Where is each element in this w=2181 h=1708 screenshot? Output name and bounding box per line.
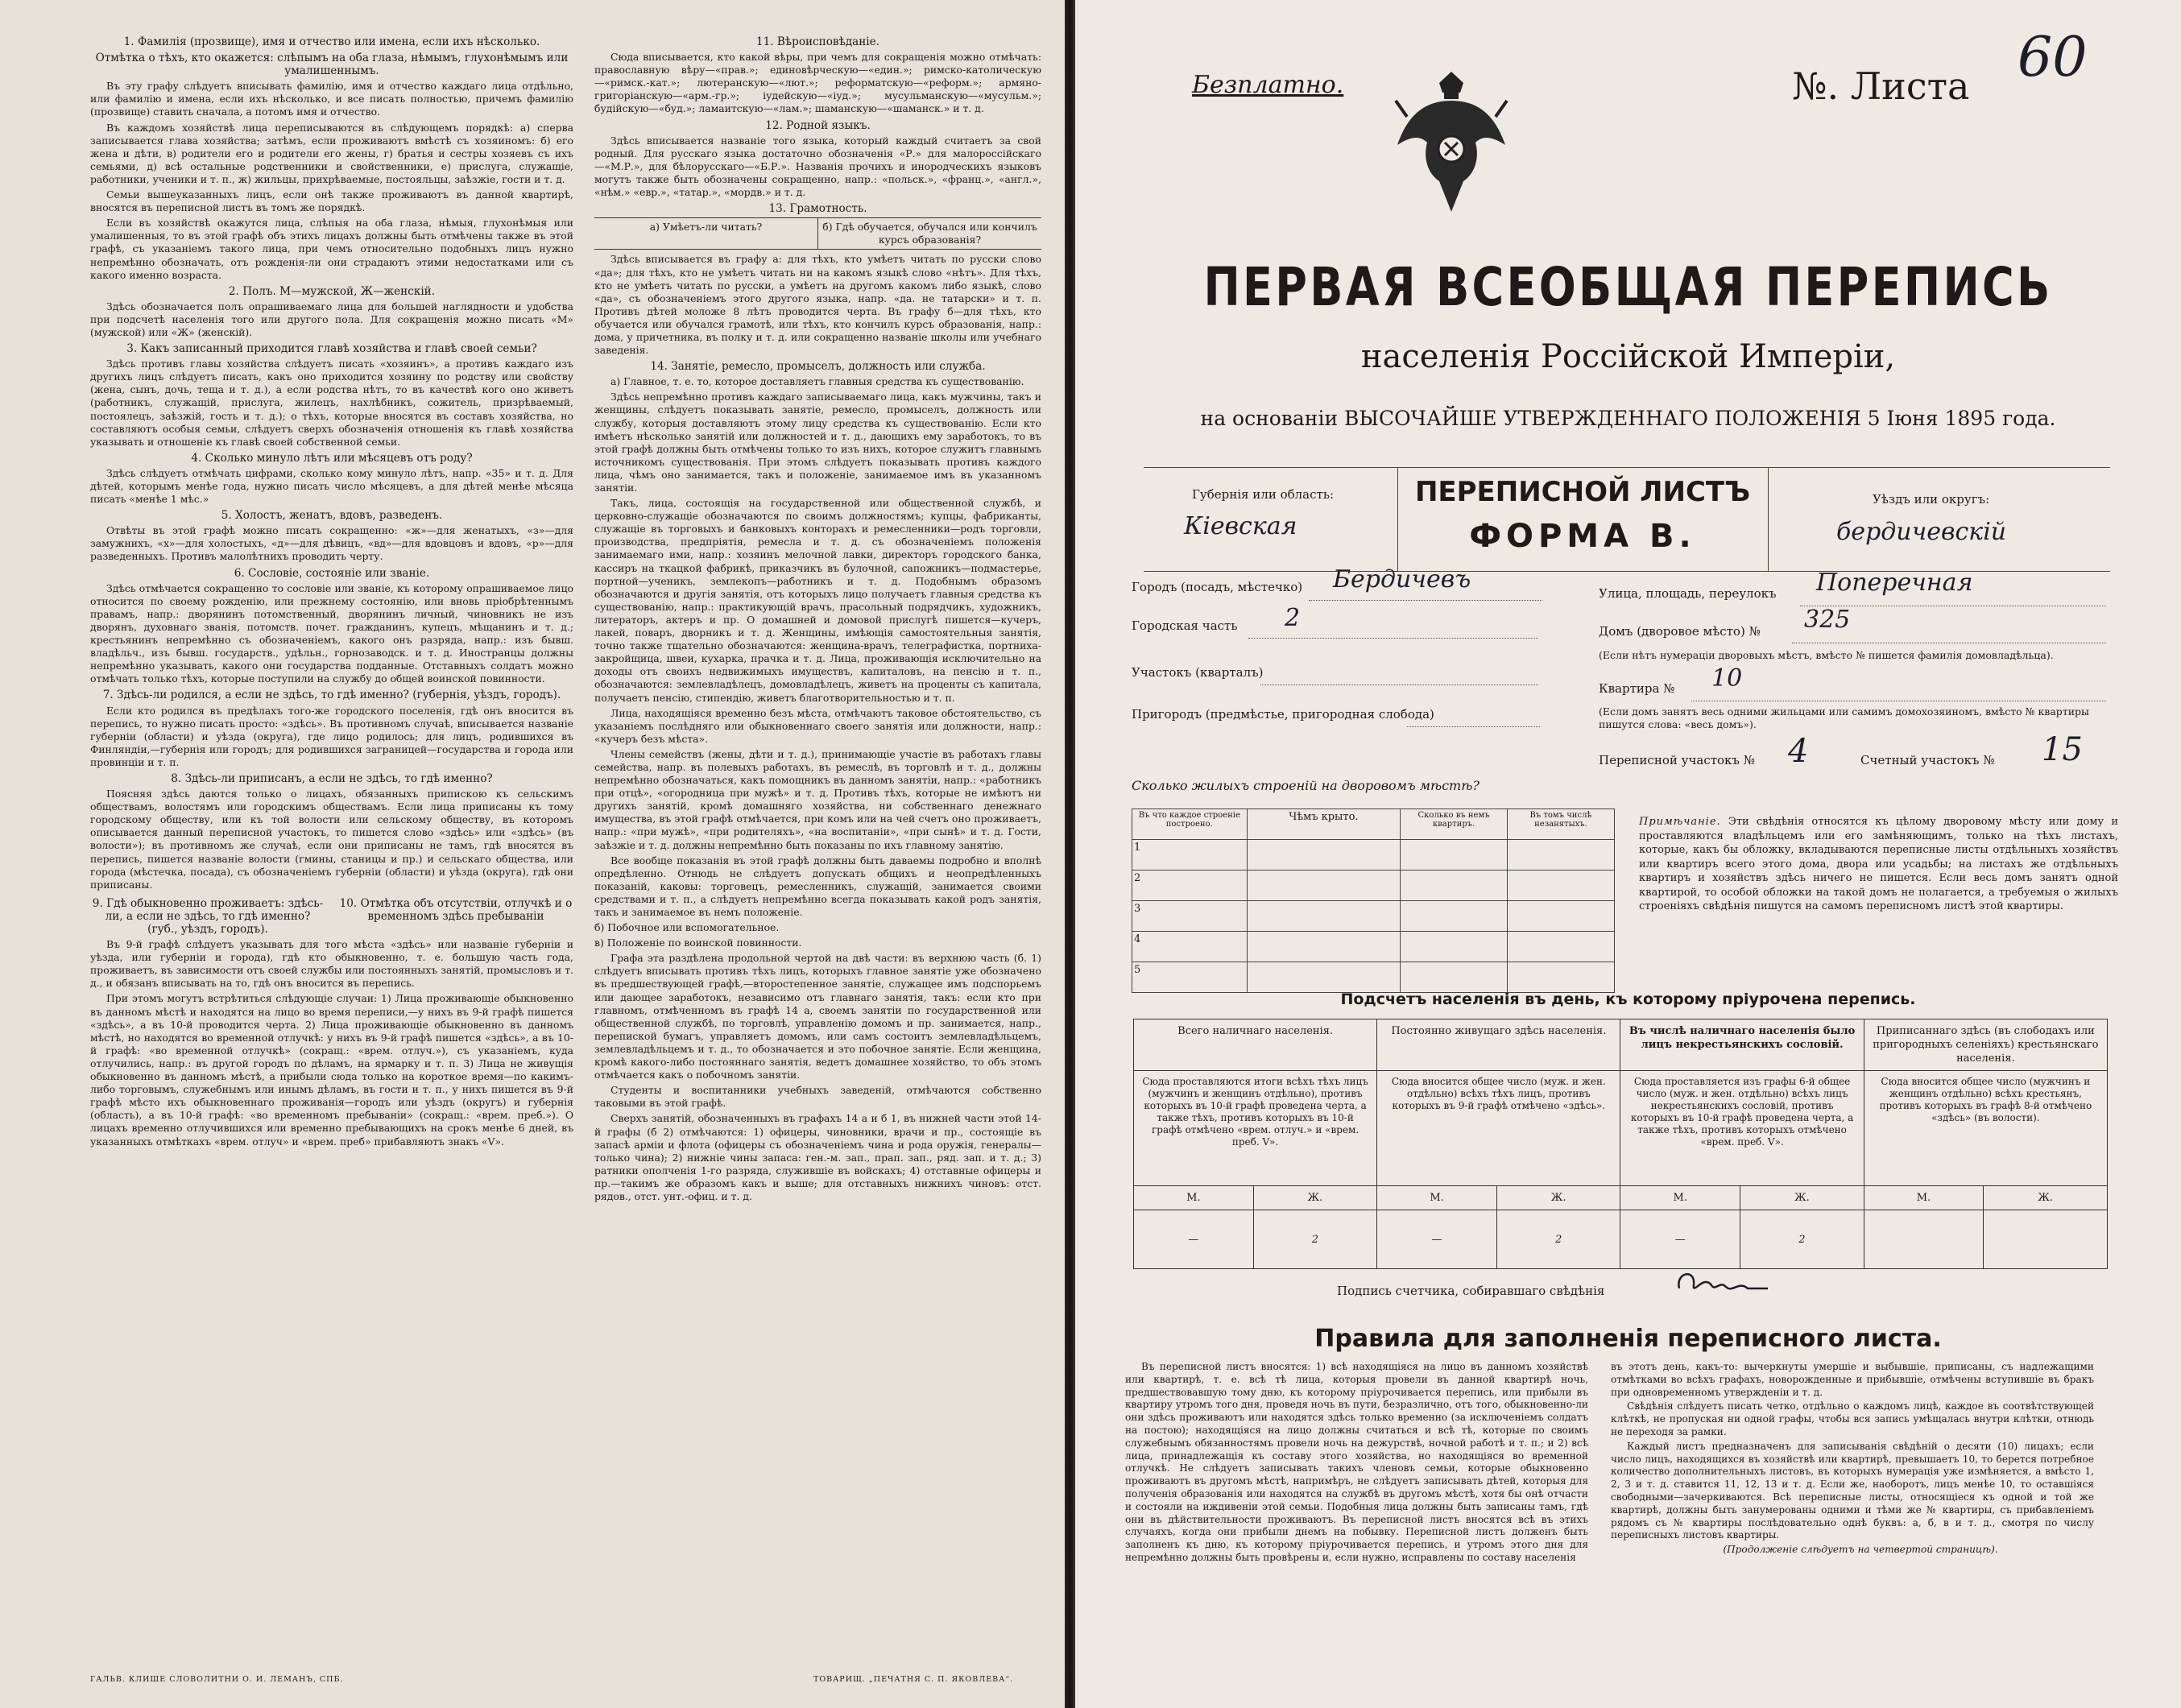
uezd-label: Уѣздъ или округъ: (1873, 492, 1990, 507)
kvartira-note: (Если домъ занятъ весь одними жильцами или самимъ домохозяиномъ, вмѣсто № квартиры пишутся слова: «весь домъ»). (1599, 705, 2089, 730)
prigorod-label: Пригородъ (предмѣстье, пригородная слобода) (1132, 707, 1434, 722)
male-label: М. (1864, 1186, 1984, 1210)
uchastok-label: Участокъ (кварталъ) (1132, 665, 1264, 680)
female-label: Ж. (1253, 1186, 1377, 1210)
buildings-cell (1507, 932, 1614, 962)
count-description: Сюда вносится общее число (мужчинъ и женщинъ отдѣльно) всѣхъ крестьянъ, противъ которыхъ въ графѣ 8-й отмѣчено «здѣсь» (въ волости). (1864, 1071, 2107, 1186)
section-13-text: Здѣсь вписывается въ графу а: для тѣхъ, кто умѣетъ читать по русски слово «да»; для тѣхъ, кто не умѣетъ читать ни на какомъ языкѣ слово «нѣтъ». Для тѣхъ, кто не умѣетъ читать по русски, а умѣетъ на другомъ какомъ либо языкѣ, слово «да», съ обозначенiемъ этого другого языка, напр. «да. не татарски» и т. п. Противъ дѣтей моложе 8 лѣтъ проводится черта. Въ графу б—для тѣхъ, кто обучается или обучался грамотѣ, или тѣхъ, кто кончилъ курсъ образованiя, напр.: дома, у причетника, въ полку и т. д. или сокращенно названiе школы или учебнаго заведенiя. (594, 253, 1041, 357)
count-header-row (1134, 1019, 2108, 1071)
buildings-row (1132, 962, 1615, 993)
section-6-title: 6. Сословiе, состоянiе или званiе. (234, 566, 430, 580)
buildings-cell (1507, 871, 1614, 901)
gorod-line (1309, 600, 1542, 601)
section-1-text: Въ каждомъ хозяйствѣ лица переписываются въ слѣдующемъ порядкѣ: а) сперва записывается глава хозяйства; затѣмъ, если проживаютъ вмѣстѣ съ хозяиномъ: б) его жена и дѣти, в) родители его и родители его жены, г) братья и сестры хозяевъ съ ихъ семьями, д) всѣ остальные родственники и свойственники, е) прислуга, служащiе, работники, ученики и т. п., ж) жильцы, прихрѣваемые, постояльцы, заѣзжiе, гости и т. д. (90, 121, 573, 185)
count-value: — (1620, 1210, 1740, 1269)
double-headed-eagle-emblem (1391, 68, 1512, 217)
section-14-title: 14. Занятiе, ремесло, промыселъ, должность или служба. (650, 360, 986, 374)
section-9-text: При этомъ могутъ встрѣтиться слѣдующiе случаи: 1) Лица проживающiе обыкновенно въ данномъ мѣстѣ и находятся на лицо во время переписи,—у нихъ въ 9-й графѣ пишется «здѣсь», а въ 10-й проводится черта. 2) Лица проживающiе обыкновенно въ данномъ мѣстѣ, но находятся во временной отлучкѣ: у нихъ въ 9-й графѣ пишется «здѣсь», а въ 10-й графѣ: «во временной отлучкѣ» (сокращ.: «врем. отлуч.»), съ указанiемъ, куда отлучились, напр.: въ другой городъ по дѣламъ, на ярмарку и т. п. 3) Лица не живущiя обыкновенно въ данномъ мѣстѣ, а прибыли сюда только на короткое время—по какимъ-либо торговымъ, служебнымъ или инымъ дѣламъ, въ гости и т. п., у нихъ пишется въ 9-й графѣ мѣсто ихъ обыкновеннаго проживанiя—городъ или уѣздъ (округъ) и губернiя (область), а въ 10-й графѣ: «во временномъ пребыванiи» (сокращ.: «врем. преб.»). О лицахъ временно отлучившихся или временно пребывающихъ на срокъ менѣе 6 дней, въ указанныхъ отмѣткахъ «врем. отлуч» и «врем. преб» прибавляютъ знакъ «V». (90, 992, 573, 1148)
count-value: 2 (1253, 1210, 1377, 1269)
sections-9-10-header (90, 894, 573, 938)
count-value: — (1377, 1210, 1497, 1269)
section-4-text: Здѣсь слѣдуетъ отмѣчать цифрами, сколько кому минуло лѣтъ, напр. «35» и т. д. Для дѣтей, которымъ менѣе года, нужно писать число мѣсяцевъ, а для дѣтей менѣе мѣсяца писать «менѣе 1 мѣс.» (90, 466, 573, 506)
sheet-number-label: №. Листа (1792, 64, 1970, 108)
instructions-column-2 (594, 32, 1041, 1206)
gorod-value: Бердичевъ (1333, 565, 1471, 593)
rules-title: Правила для заполненiя переписного листа. (1314, 1325, 1942, 1353)
section-14-a: а) Главное, т. е. то, которое доставляетъ главныя средства къ существованiю. (610, 375, 1024, 388)
buildings-cell (1247, 932, 1401, 962)
street-value: Поперечная (1816, 569, 1973, 597)
count-header: Постоянно живущаго здѣсь населенiя. (1377, 1019, 1620, 1071)
form-title: ПЕРЕПИСНОЙ ЛИСТЪ (1414, 476, 1751, 508)
gorod-label: Городъ (посадъ, мѣстечко) (1132, 580, 1303, 594)
male-label: М. (1134, 1186, 1254, 1210)
section-12-title: 12. Родной языкъ. (765, 118, 871, 132)
uchastok-line (1260, 684, 1538, 685)
count-value: 2 (1740, 1210, 1864, 1269)
section-14-text: Лица, находящiяся временно безъ мѣста, отмѣчаютъ таковое обстоятельство, съ указанiемъ послѣдняго или обыкновеннаго своего занятiя или должности, напр.: «кучеръ безъ мѣста». (594, 706, 1041, 745)
chast-label: Городская часть (1132, 618, 1238, 633)
section-7-title: 7. Здѣсь-ли родился, а если не здѣсь, то гдѣ именно? (губернiя, уѣздъ, городъ). (102, 689, 561, 702)
section-9-text: Въ 9-й графѣ слѣдуетъ указывать для того мѣста «здѣсь» или названiе губернiи и уѣзда, или губернiи и города), гдѣ кто обыкновенно, т. е. большую часть года, проживаетъ, въ зависимости отъ своей службы или постоянныхъ занятiй, промысловъ и т. д., и обязанъ вписывать на то, гдѣ онъ вносится въ перепись. (90, 938, 573, 990)
counter-signature (1671, 1264, 1776, 1305)
count-description: Сюда проставляются итоги всѣхъ тѣхъ лицъ (мужчинъ и женщинъ отдѣльно), противъ которыхъ въ 10-й графѣ проведена черта, а также тѣхъ, противъ которыхъ въ 10-й графѣ отмѣчено «врем. отлуч.» и «врем. преб. V». (1134, 1071, 1377, 1186)
section-3-text: Здѣсь противъ главы хозяйства слѣдуетъ писать «хозяинъ», а противъ каждаго изъ другихъ лицъ слѣдуетъ писать, какъ оно приходится хозяину по родству или свойству (жена, сынъ, дочь, теща и т. д.), а если родства нѣтъ, то въ качествѣ кого оно живетъ (работникъ, служащiй, прислуга, жилецъ, нахлѣбникъ, сожитель, призрѣваемый, постоялецъ, заѣзжiй, гость и т. д.); о тѣхъ, которые вносятся въ составъ хозяйства, но составляютъ особыя семьи, слѣдуетъ сверхъ обозначенiя отношенiя къ главѣ хозяйства указывать и отношенiе къ главѣ своей собственной семьи. (90, 358, 573, 448)
section-12-text: Здѣсь вписывается названiе того языка, который каждый считаетъ за свой родный. Для русскаго языка достаточно обозначенiя «Р.» для малороссiйскаго—«М.Р.», для бѣлорусскаго—«Б.Р.». Названiя прочихъ и инородческихъ языковъ могутъ также быть обозначены сокращенно, напр.: «польск.», «франц.», «англ.», «нѣм.» «евр.», «татар.», «мордв.» и т. д. (594, 134, 1041, 199)
section-1-subtitle: Отмѣтка о тѣхъ, кто окажется: слѣпымъ на оба глаза, нѣмымъ, глухонѣмымъ или умалишеннымъ. (95, 52, 569, 78)
note-title: Примѣчанiе. (1639, 816, 1721, 828)
schet-uchastok-label: Счетный участокъ № (1860, 753, 1995, 767)
buildings-cell (1247, 840, 1401, 871)
buildings-question: Сколько жилыхъ строенiй на дворовомъ мѣстѣ? (1132, 778, 1480, 793)
rules-text: Свѣдѣнiя слѣдуетъ писать четко, отдѣльно о каждомъ лицѣ, каждое въ соотвѣтствующей клѣткѣ, не пропуская ни одной графы, чтобы вся запись умѣщалась внутри клѣтки, отнюдь не переходя за рамки. (1611, 1400, 2094, 1437)
street-label: Улица, площадь, переулокъ (1599, 586, 1777, 601)
section-14-text: Графа эта раздѣлена продольной чертой на двѣ части: въ верхнюю часть (б. 1) слѣдуетъ вписывать противъ тѣхъ лицъ, которыхъ главное занятiе уже обозначено въ предшествующей графѣ,—второстепенное занятiе, служащее имъ подспорьемъ или дающее заработокъ, независимо отъ главнаго занятiя, такъ: если кто при главномъ, отмѣченномъ въ графѣ 14 а, своемъ занятiи по государственной или общественной службѣ, по торговлѣ, управленiю домомъ и пр. занимается, напр., перепиской бумагъ, управляетъ домомъ, или самъ состоитъ землевладѣльцемъ, землевладѣльцемъ и т. д., то обозначается и это побочное занятiе. Если женщина, кромѣ какого-либо постояннаго занятiя, ведетъ домашнее хозяйство, то объ этомъ отмѣчается какъ о побочномъ занятiи. (594, 952, 1041, 1081)
buildings-cell (1401, 932, 1508, 962)
male-label: М. (1620, 1186, 1740, 1210)
rules-column-right (1611, 1361, 2094, 1558)
free-label: Безплатно. (1192, 71, 1344, 99)
buildings-cell (1401, 840, 1508, 871)
buildings-cell (1247, 901, 1401, 932)
buildings-cell (1401, 871, 1508, 901)
rules-text: Каждый листъ предназначенъ для записыванiя свѣдѣнiй о десяти (10) лицахъ; если число лицъ, находящихся въ хозяйствѣ или квартирѣ, превышаетъ 10, то берется потребное количество дополнительныхъ листовъ, въ которыхъ нумерацiя уже измѣняется, а вмѣсто 1, 2, 3 и т. д. ставится 11, 12, 13 и т. д. Если же, наоборотъ, лицъ менѣе 10, то оставшiяся свободными—зачеркиваются. Всѣ переписные листы, относящiеся къ одной и той же квартирѣ, должны быть занумерованы одними и тѣми же № квартиры, съ прибавленiемъ рядомъ съ № квартиры послѣдовательно однѣ буквъ: а, б, в и т. д., смотря по числу переписныхъ листовъ квартиры. (1611, 1440, 2094, 1541)
sheet-number-handwritten: 60 (2018, 26, 2088, 89)
guberniya-value: Кiевская (1184, 512, 1297, 540)
section-11-title: 11. Вѣроисповѣданiе. (755, 35, 880, 48)
census-subtitle: населенiя Россiйской Имперiи, (1360, 338, 1896, 375)
population-count-title: Подсчетъ населенiя въ день, къ которому прiурочена перепись. (1340, 990, 1916, 1008)
section-4-title: 4. Сколько минуло лѣтъ или мѣсяцевъ отъ роду? (191, 451, 473, 465)
buildings-row-number: 5 (1132, 962, 1248, 993)
count-mf-row (1134, 1186, 2108, 1210)
chast-line (1248, 638, 1538, 639)
buildings-table (1132, 809, 1615, 993)
section-1-text: Въ эту графу слѣдуетъ вписывать фамилiю, имя и отчество каждаго лица отдѣльно, или фамилiю и имена, если ихъ нѣсколько, и все писать полностью, причемъ фамилiю (прозвище) ставить сначала, а потомъ имя и отчество. (90, 80, 573, 118)
male-label: М. (1377, 1186, 1497, 1210)
section-14-text: Здѣсь непремѣнно противъ каждаго записываемаго лица, какъ мужчины, такъ и женщины, слѣдуетъ показывать занятiе, ремесло, промыселъ, должность или службу, которыя доставляютъ этому лицу средства къ существованiю. Если кто имѣетъ нѣсколько занятiй или должностей и т. д., дающихъ ему заработокъ, то въ этой графѣ должны быть отмѣчены только то изъ нихъ, которое служитъ главнымъ источникомъ существованiя. При этомъ слѣдуетъ показывать противъ каждого лица, чѣмъ оно занимается, такъ и положенiе, занимаемое имъ въ указанномъ занятiи. (594, 391, 1041, 494)
female-label: Ж. (1984, 1186, 2108, 1210)
dom-label: Домъ (дворовое мѣсто) № (1599, 624, 1761, 639)
section-5-text: Отвѣты въ этой графѣ можно писать сокращенно: «ж»—для женатыхъ, «з»—для замужнихъ, «х»—для холостыхъ, «д»—для дѣвицъ, «вд»—для вдовцовъ и вдовъ, «р»—для разведенныхъ. Противъ малолѣтнихъ проводить черту. (90, 524, 573, 563)
header-divider (1397, 468, 1399, 571)
schet-uchastok-value: 15 (2042, 731, 2083, 768)
section-14-text: Студенты и воспитанники учебныхъ заведенiй, отмѣчаются собственно таковыми въ этой графѣ. (594, 1084, 1041, 1110)
census-title: ПЕРВАЯ ВСЕОБЩАЯ ПЕРЕПИСЬ (1203, 256, 2053, 318)
rules-text: въ этотъ день, какъ-то: вычеркнуты умершiе и выбывшiе, приписаны, съ надлежащими отмѣтками во всѣхъ графахъ, новорожденные и прибывшiе, отмѣчены вступившiе въ бракъ при одновременномъ утвержденiи и т. д. (1611, 1361, 2094, 1398)
buildings-row (1132, 840, 1615, 871)
form-header-box (1144, 467, 2110, 572)
kvartira-value: 10 (1711, 664, 1743, 693)
section-11-text: Сюда вписывается, кто какой вѣры, при чемъ для сокращенiя можно отмѣчать: православную вѣру—«прав.»; единовѣрческую—«един.»; римско-католическую—«римск.-кат.»; лютеранскую—«лют.»; реформатскую—«реформ.»; армяно-григорiанскую—«арм.-гр.»; iудейскую—«iуд.»; мусульманскую—«мусульм.»; будiйскую—«буд.»; ламаитскую—«лам.»; шаманскую—«шаманск.» и т. д. (594, 51, 1041, 115)
section-14-text: Такъ, лица, состоящiя на государственной или общественной службѣ, и церковно-служащiе обозначаются по своимъ должностямъ; купцы, фабриканты, служащiе въ торговыхъ и банковыхъ конторахъ и ремесленники—родъ торговли, производства, предпрiятiя, ремесла и т. д. съ обозначенiемъ положенiя занимаемаго ими, напр.: хозяинъ мелочной лавки, директоръ городского банка, кассиръ на ткацкой фабрикѣ, приказчикъ въ булочной, сапожникъ—подмастерье, портной—ученикъ, землекопъ—работникъ и т. д. Подобнымъ образомъ обозначаются и другiя занятiя, отъ которыхъ лицо получаетъ главныя средства къ существованiю, напр.: практикующiй врачъ, прасольный подрядчикъ, художникъ, литераторъ, актеръ и пр. О домашней и домовой прислугѣ пишется—кучеръ, лакей, поваръ, дворникъ и т. д. Женщины, имѣющiя самостоятельныя занятiя, точно также тщательно обозначаются: женщина-врачъ, телеграфистка, портниха-закройщица, швеи, кухарка, прачка и т. д. Лица, проживающiя исключительно на доходы отъ своихъ недвижимыхъ имуществъ, капиталовъ, на пенсiю и т. п., обозначаются: землевладѣлецъ, домовладѣлецъ, живетъ на проценты съ капитала, получаетъ пенсiю, стипендiю, живетъ благотворительностью и т. п. (594, 497, 1041, 704)
section-7-text: Если кто родился въ предѣлахъ того-же городского поселенiя, гдѣ онъ вносится въ перепись, то нужно писать просто: «здѣсь». Въ противномъ случаѣ, вписывается названiе губернiи (области) и уѣзда (округа), где лицо родилось; для лицъ, родившихся въ Финляндiи,—губернiя или городъ; для родившихся заграницей—государства и города или провинцiи и т. п. (90, 704, 573, 768)
buildings-col-header: Въ что каждое строенiе построено. (1132, 809, 1248, 840)
instructions-column-1 (90, 32, 573, 1151)
section-1-text: Семьи вышеуказанныхъ лицъ, если онѣ также проживаютъ въ данной квартирѣ, вносятся въ переписной листъ въ томъ же порядкѣ. (90, 188, 573, 214)
section-5-title: 5. Холостъ, женатъ, вдовъ, разведенъ. (221, 509, 443, 523)
buildings-row (1132, 901, 1615, 932)
buildings-cell (1507, 962, 1614, 993)
count-value (1864, 1210, 1984, 1269)
buildings-header-row (1132, 809, 1615, 840)
buildings-cell (1401, 901, 1508, 932)
right-page-census-form (1075, 0, 2181, 1708)
literacy-b-label: б) Гдѣ обучается, обучался или кончилъ курсъ образованiя? (822, 221, 1037, 246)
population-count-table (1133, 1019, 2108, 1269)
section-2-text: Здѣсь обозначается полъ опрашиваемаго лица для большей наглядности и удобства при подсчетѣ населенiя того или другого пола. Для сокращенiя можно писать «М» (мужской) или «Ж» (женскiй). (90, 300, 573, 338)
buildings-cell (1507, 901, 1614, 932)
buildings-row (1132, 932, 1615, 962)
buildings-row-number: 1 (1132, 840, 1248, 871)
section-3-title: 3. Какъ записанный приходится главѣ хозяйства и главѣ своей семьи? (126, 342, 537, 356)
printer-imprint-left: ГАЛЬВ. КЛИШЕ СЛОВОЛИТНИ О. И. ЛЕМАНЪ, СПБ. (90, 1675, 344, 1684)
section-14-b: б) Побочное или вспомогательное. (594, 921, 780, 934)
section-9-title: 9. Гдѣ обыкновенно проживаетъ: здѣсь-ли, а если не здѣсь, то гдѣ именно? (губ., уѣздъ, городъ). (92, 896, 324, 936)
count-value: 2 (1496, 1210, 1620, 1269)
rules-column-left (1125, 1361, 1588, 1566)
section-8-title: 8. Здѣсь-ли приписанъ, а если не здѣсь, то гдѣ именно? (171, 771, 493, 785)
buildings-row-number: 4 (1132, 932, 1248, 962)
section-6-text: Здѣсь отмѣчается сокращенно то сословiе или званiе, къ которому опрашиваемое лицо относится по своему рожденiю, или прежнему состоянiю, или вновь прiобрѣтеннымъ правамъ, напр.: дворянинъ потомственный, дворянинъ личный, чиновникъ не изъ дворянъ, духовнаго званiя, потомств. почет. гражданинъ, купецъ, мѣщанинъ и т. д.; крестьянинъ непремѣнно съ обозначенiемъ, какого онъ разряда, напр.: изъ бывш. владѣльч., изъ бывш. государств., удѣльн., горнозаводск. и т. д. Иностранцы должны непремѣнно указывать, какого они государства подданные. Отставныхъ солдатъ можно отмѣчать только тѣхъ, которые поступили на службу до общей воинской повинности. (90, 581, 573, 685)
guberniya-label: Губернiя или область: (1192, 487, 1335, 502)
section-13-title: 13. Грамотность. (768, 202, 867, 216)
count-description: Сюда проставляется изъ графы 6-й общее число (муж. и жен. отдѣльно) всѣхъ лицъ некрестьянскихъ сословiй, противъ которыхъ въ 10-й графѣ проведена черта, а также тѣхъ, противъ которыхъ отмѣчено «врем. преб. V». (1620, 1071, 1864, 1186)
kvartira-label: Квартира № (1599, 681, 1675, 696)
section-14-c: в) Положенiе по воинской повинности. (594, 937, 802, 949)
rules-continuation: (Продолженiе слѣдуетъ на четвертой страницѣ). (1723, 1544, 1998, 1556)
book-gutter (1065, 0, 1075, 1708)
dom-note: (Если нѣтъ нумерацiи дворовыхъ мѣстъ, вмѣсто № пишется фамилiя домовладѣльца). (1599, 649, 2054, 661)
female-label: Ж. (1496, 1186, 1620, 1210)
female-label: Ж. (1740, 1186, 1864, 1210)
literacy-subheader (594, 217, 1041, 250)
count-header: Приписаннаго здѣсь (въ слободахъ или пригородныхъ селенiяхъ) крестьянскаго населенiя. (1864, 1019, 2107, 1071)
perep-uchastok-value: 4 (1788, 733, 1809, 770)
section-2-title: 2. Полъ. М—мужской, Ж—женскiй. (228, 284, 436, 298)
buildings-cell (1247, 871, 1401, 901)
section-1-text: Если въ хозяйствѣ окажутся лица, слѣпыя на оба глаза, нѣмыя, глухонѣмыя или умалишенныя, то въ этой графѣ объ этихъ лицахъ должны быть отмѣчены также въ этой графѣ, съ указанiемъ такого лица, при чемъ относительно подобныхъ лицъ нужно непремѣнно обозначать, отъ рожденiя-ли они страдаютъ этими недостатками или съ какого именно возраста. (90, 217, 573, 281)
section-1-title: 1. Фамилiя (прозвище), имя и отчество или имена, если ихъ нѣсколько. (123, 35, 540, 48)
buildings-note (1639, 815, 2118, 914)
header-divider (1768, 468, 1769, 571)
uezd-value: бердичевскiй (1836, 518, 2007, 546)
buildings-cell (1507, 840, 1614, 871)
prigorod-line (1407, 726, 1540, 727)
buildings-row-number: 3 (1132, 901, 1248, 932)
count-description-row (1134, 1071, 2108, 1186)
buildings-row (1132, 871, 1615, 901)
buildings-cell (1401, 962, 1508, 993)
rules-text: Въ переписной листъ вносятся: 1) всѣ находящiяся на лицо въ данномъ хозяйствѣ или квартирѣ, т. е. всѣ тѣ лица, которыя провели въ данной квартирѣ ночь, предшествовавшую тому дню, къ которому прiурочивается перепись, или прибыли въ квартиру утромъ того дня, проведя ночь въ пути, безразлично, отъ того, обыкновенно-ли они здѣсь проживаютъ или находятся здѣсь только временно (за исключенiемъ солдатъ на постою); находящiяся на лицо должны считаться и всѣ тѣ, которые по своимъ служебнымъ обязанностямъ провели ночь на дежурствѣ, ночной работѣ и т. п.; и 2) всѣ лица, принадлежащiя къ составу этого хозяйства, но находящiяся во временной отлучкѣ. Не слѣдуетъ записывать такихъ членовъ семьи, которые обыкновенно проживаютъ въ другомъ мѣстѣ, напримѣръ, не слѣдуетъ записывать дѣтей, которыя для полученiя образованiя или находятся на службѣ въ другомъ мѣстѣ, хотя бы онѣ отчасти и состояли на иждивенiи этой семьи. Подобныя лица должны быть записаны тамъ, гдѣ они въ дѣйствительности проживаютъ. Въ переписной листъ вносятся всѣ въ этихъ случаяхъ, когда они прибыли днемъ на побывку. Переписной листъ долженъ быть заполненъ къ дню, къ которому прiурочивается перепись, и утромъ этого дня для непремѣнно должны быть провѣрены и, если нужно, исправлены по составу населенiя (1125, 1361, 1588, 1563)
count-description: Сюда вносится общее число (муж. и жен. отдѣльно) всѣхъ тѣхъ лицъ, противъ которыхъ въ 9-й графѣ отмѣчено «здѣсь». (1377, 1071, 1620, 1186)
count-values-row (1134, 1210, 2108, 1269)
buildings-row-number: 2 (1132, 871, 1248, 901)
literacy-a-label: а) Умѣетъ-ли читать? (594, 218, 818, 249)
chast-value: 2 (1285, 604, 1301, 632)
buildings-col-header: Сколько въ немъ квартиръ. (1401, 809, 1508, 840)
section-8-text: Поясняя здѣсь даются только о лицахъ, обязанныхъ припискою къ сельскимъ обществамъ, волостямъ или городскимъ обществамъ. Если лица приписаны къ тому городскому обществу, или къ той волости или сельскому обществу, въ которомъ описывается данный переписной участокъ, то пишется слово «здѣсь» или «здѣсь» (въ волости»); въ противномъ же случаѣ, если они приписаны не тамъ, гдѣ вносятся въ перепись, пишется названiе волости (гмины, станицы и пр.) и сельскаго общества, или города (мѣстечка, посада), съ обозначенiемъ губернiи (области) и уѣзда (округа), гдѣ они приписаны. (90, 788, 573, 891)
printer-imprint-right: ТОВАРИЩ. „ПЕЧАТНЯ С. П. ЯКОВЛЕВА“. (813, 1675, 1014, 1684)
form-type: ФОРМА В. (1469, 518, 1696, 555)
section-14-text: Все вообще показанiя въ этой графѣ должны быть даваемы подробно и вполнѣ опредѣленно. Отнюдь не слѣдуетъ допускать общихъ и неопредѣленныхъ показанiй, каковы: торговецъ, ремесленникъ, служащiй, занимается своими средствами и т. п., а слѣдуетъ непремѣнно всегда показывать какой родъ занятiя, такъ и занимаемое въ немъ положенiе. (594, 854, 1041, 918)
count-header: Всего наличнаго населенiя. (1134, 1019, 1377, 1071)
buildings-col-header: Въ томъ числѣ незанятыхъ. (1507, 809, 1614, 840)
count-value (1984, 1210, 2108, 1269)
count-value: — (1134, 1210, 1254, 1269)
note-text: Эти свѣдѣнiя относятся къ цѣлому дворовому мѣсту или дому и проставляются владѣльцемъ или его замѣняющимъ, только на тѣхъ листахъ, которые, какъ бы обложку, вкладываются переписные листы отдѣльныхъ хозяйствъ или квартиръ всего этого дома, двора или усадьбы; на листахъ же отдѣльныхъ квартиръ и хозяйствъ здѣсь ничего не пишется. Если весь домъ занятъ одной квартирой, то особой обложки на такой домъ не полагается, а требуемыя о жилыхъ строенiяхъ свѣдѣнiя пишутся на самомъ переписномъ листѣ этой квартиры. (1639, 816, 2118, 912)
section-10-title: 10. Отмѣтка объ отсутствiи, отлучкѣ и о временномъ здѣсь пребыванiи (339, 896, 573, 923)
section-14-text: Сверхъ занятiй, обозначенныхъ въ графахъ 14 а и б 1, въ нижней части этой 14-й графы (б 2) отмѣчаются: 1) офицеры, чиновники, врачи и пр., состоящiе въ запасѣ армiи и флота (офицеры съ обозначенiемъ чина и рода оружiя, генералы—только чина); 2) нижнiе чины запаса: ген.-м. зап., прап. зап., ряд. зап. и т. д.; 3) ратники ополченiя 1-го разряда, служившiе въ войскахъ; 4) отставные офицеры и пр.—такимъ же образомъ какъ и выше; для отставныхъ нижнихъ чиновъ: отст. рядов., отст. унт.-офиц. и т. д. (594, 1112, 1041, 1202)
signature-label: Подпись счетчика, собиравшаго свѣдѣнiя (1337, 1284, 1605, 1298)
dom-value: 325 (1804, 606, 1851, 634)
count-header: Въ числѣ наличнаго населенiя было лицъ некрестьянскихъ сословiй. (1620, 1019, 1864, 1071)
left-page-instructions (0, 0, 1065, 1708)
buildings-cell (1247, 962, 1401, 993)
perep-uchastok-label: Переписной участокъ № (1599, 753, 1755, 767)
section-14-text: Члены семействъ (жены, дѣти и т. д.), принимающiе участiе въ работахъ главы семейства, напр. въ полевыхъ работахъ, въ ремеслѣ, въ торговлѣ и т. д., должны непремѣнно обозначаться, какъ помощникъ въ данномъ занятiи, напр.: «работникъ при отцѣ», «огородница при мужѣ» и т. д. Противъ тѣхъ, которые не имѣютъ ни другихъ занятiй, кромѣ домашняго хозяйства, ни собственнаго денежнаго имущества, въ этой графѣ отмѣчается, при комъ или на чей счетъ оно проживаетъ, напр.: «при мужѣ», «при родителяхъ», «на воспитанiи», «при сынѣ» и т. д. Гости, заѣзжiе и т. д. должны непремѣнно быть показаны по ихъ главному занятiю. (594, 747, 1041, 851)
census-legal-basis: на основанiи ВЫСОЧАЙШЕ УТВЕРЖДЕННАГО ПОЛОЖЕНIЯ 5 Iюня 1895 года. (1200, 407, 2056, 430)
buildings-col-header: Чѣмъ крыто. (1247, 809, 1401, 840)
